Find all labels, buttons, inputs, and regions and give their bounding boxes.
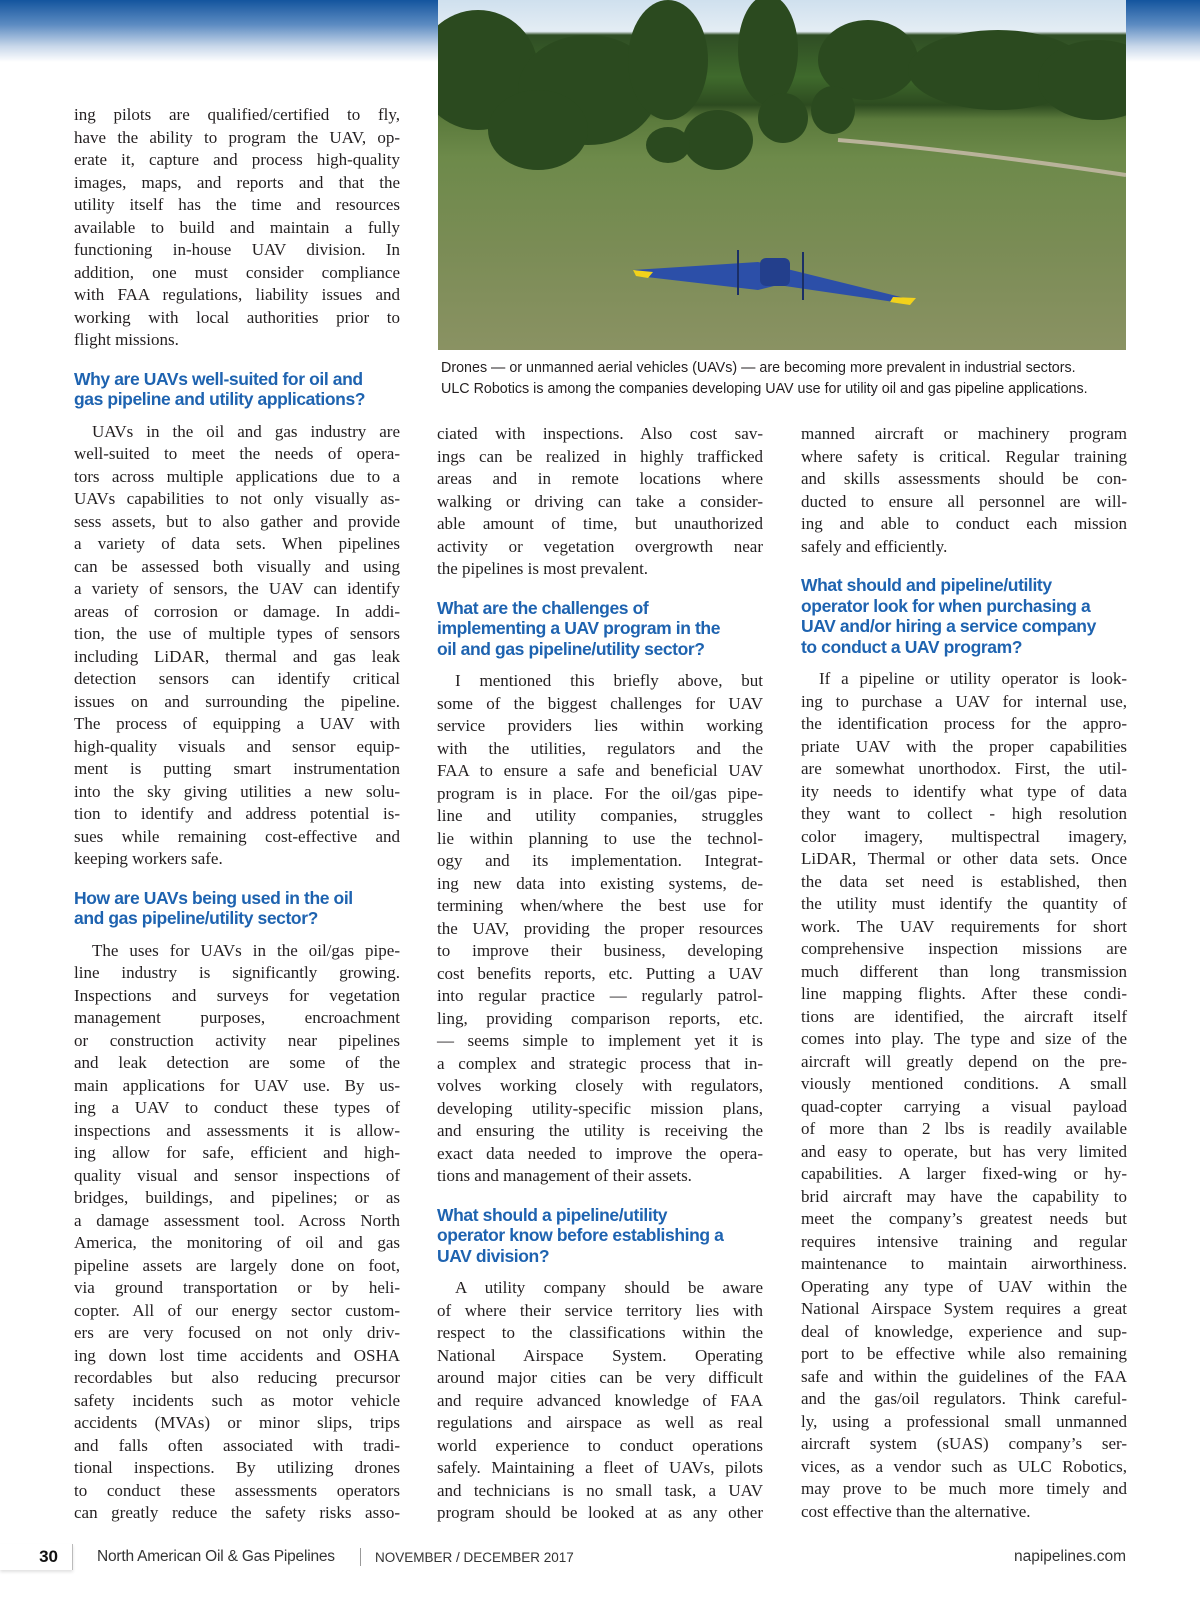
text-line: ing allow for safe, efficient and high- <box>74 1143 400 1162</box>
text-line: tion to identify and address potential is- <box>74 804 400 823</box>
text-line: erate it, capture and process high-quality <box>74 150 400 169</box>
paragraph <box>801 423 1127 558</box>
text-line: safe and within the guidelines of the FAA <box>801 1366 1127 1386</box>
text-line: National Airspace System. Operating <box>437 1345 763 1365</box>
text-line: working with local authorities prior to <box>74 307 400 327</box>
text-line: port to be effective while also remaining <box>801 1344 1127 1363</box>
paragraph <box>74 421 400 871</box>
text-line: areas of corrosion or damage. In addi- <box>74 601 400 621</box>
text-line: developing utility-specific mission plans, <box>437 1098 763 1118</box>
text-line: high-quality visuals and sensor equip- <box>74 736 400 756</box>
text-line: to improve their business, developing <box>437 941 763 960</box>
text-line: of more than 2 lbs is readily available <box>801 1119 1127 1138</box>
text-line: — seems simple to implement yet it is <box>437 1031 763 1050</box>
text-line: ing and able to conduct each mission <box>801 514 1127 533</box>
drone-field-illustration <box>438 0 1126 350</box>
text-line: lie within planning to use the technol- <box>437 828 763 848</box>
text-line: copter. All of our energy sector custom- <box>74 1300 400 1320</box>
text-line: ity needs to identify what type of data <box>801 781 1127 801</box>
text-line: a variety of sensors, the UAV can identify <box>74 579 400 598</box>
paragraph <box>801 668 1127 1523</box>
page-footer <box>0 1544 1200 1572</box>
text-line: inspections and assessments it is allow- <box>74 1120 400 1140</box>
text-line: and easy to operate, but has very limited <box>801 1141 1127 1161</box>
text-line: ing pilots are qualified/certified to fly, <box>74 105 400 124</box>
heading-line: What are the challenges of <box>437 597 649 618</box>
text-line: ing down lost time accidents and OSHA <box>74 1345 400 1365</box>
text-line: and the gas/oil regulators. Think careful- <box>801 1389 1127 1408</box>
text-line: a damage assessment tool. Across North <box>74 1210 400 1230</box>
text-line: have the ability to program the UAV, op- <box>74 127 400 147</box>
text-line: able amount of time, but unauthorized <box>437 514 763 533</box>
header-gradient-band-left <box>0 0 438 62</box>
text-line: ment is putting smart instrumentation <box>74 759 400 778</box>
text-line: service providers lies within working <box>437 716 763 735</box>
text-line: line mapping flights. After these condi- <box>801 984 1127 1003</box>
text-line: ducted to ensure all personnel are will- <box>801 491 1127 511</box>
drone-photo <box>438 0 1126 350</box>
text-line: issues on and surrounding the pipeline. <box>74 691 400 711</box>
tree-line <box>438 0 1126 170</box>
text-line: ers are very focused on not only driv- <box>74 1323 400 1342</box>
footer-divider <box>360 1548 361 1566</box>
text-line: UAVs in the oil and gas industry are <box>92 421 400 441</box>
text-line: or construction activity near pipelines <box>74 1030 400 1050</box>
text-line: with FAA regulations, liability issues and <box>74 285 400 304</box>
caption-line: ULC Robotics is among the companies developing UAV use for utility oil and gas pipeline applications. <box>441 380 1088 397</box>
text-line: ly, using a professional small unmanned <box>801 1411 1127 1431</box>
heading-line: Why are UAVs well-suited for oil and <box>74 368 363 389</box>
text-line: and leak detection are some of the <box>74 1053 400 1072</box>
heading-line: operator look for when purchasing a <box>801 595 1091 616</box>
drone-icon <box>633 250 916 305</box>
text-line: recordables but also reducing precursor <box>74 1368 400 1387</box>
article-column-3 <box>801 423 1127 1523</box>
text-line: meet the company’s greatest needs but <box>801 1209 1127 1228</box>
text-line: including LiDAR, thermal and gas leak <box>74 646 400 666</box>
text-line: Operating any type of UAV within the <box>801 1276 1127 1296</box>
text-line: ogy and its implementation. Integrat- <box>437 851 763 870</box>
photo-caption <box>441 358 1141 399</box>
paragraph <box>437 423 763 581</box>
text-line: work. The UAV requirements for short <box>801 916 1127 936</box>
text-line: program is in place. For the oil/gas pipe- <box>437 783 763 803</box>
text-line: much different than long transmission <box>801 961 1127 981</box>
section-heading <box>74 888 400 929</box>
heading-line: What should and pipeline/utility <box>801 575 1052 595</box>
text-line: ing to purchase a UAV for internal use, <box>801 691 1127 711</box>
text-line: safety incidents such as motor vehicle <box>74 1390 400 1410</box>
text-line: well-suited to meet the needs of opera- <box>74 444 400 463</box>
text-line: volves working closely with regulators, <box>437 1076 763 1095</box>
text-line: cost effective than the alternative. <box>801 1501 1031 1521</box>
text-line: viously mentioned conditions. A small <box>801 1074 1127 1093</box>
text-line: and ensuring the utility is receiving the <box>437 1121 763 1140</box>
text-line: regulations and airspace as well as real <box>437 1413 763 1432</box>
text-line: pipeline assets are largely done on foot, <box>74 1255 400 1275</box>
text-line: ing new data into existing systems, de- <box>437 873 763 893</box>
text-line: tions and management of their assets. <box>437 1166 692 1185</box>
text-line: The uses for UAVs in the oil/gas pipe- <box>92 940 400 960</box>
text-line: via ground transportation or by heli- <box>74 1278 400 1297</box>
paragraph <box>437 670 763 1188</box>
text-line: world experience to conduct operations <box>437 1435 763 1455</box>
text-line: quality visual and sensor inspections of <box>74 1165 400 1185</box>
text-line: line industry is significantly growing. <box>74 963 400 982</box>
heading-line: UAV division? <box>437 1245 550 1266</box>
text-line: to conduct these assessments operators <box>74 1480 400 1500</box>
text-line: accidents (MVAs) or minor slips, trips <box>74 1413 400 1432</box>
text-line: line and utility companies, struggles <box>437 806 763 825</box>
text-line: FAA to ensure a safe and beneficial UAV <box>437 761 763 780</box>
text-line: can greatly reduce the safety risks asso- <box>74 1503 400 1522</box>
text-line: can be assessed both visually and using <box>74 556 400 576</box>
text-line: sues while remaining cost-effective and <box>74 826 400 846</box>
text-line: walking or driving can take a consider- <box>437 491 763 511</box>
heading-line: to conduct a UAV program? <box>801 636 1023 657</box>
text-line: safely. Maintaining a fleet of UAVs, pilots <box>437 1458 763 1477</box>
text-line: are somewhat unorthodox. First, the util- <box>801 759 1127 778</box>
caption-line: Drones — or unmanned aerial vehicles (UAVs) — are becoming more prevalent in industrial sectors. <box>441 360 1076 376</box>
text-line: aircraft system (sUAS) company’s ser- <box>801 1434 1127 1453</box>
text-line: they want to collect - high resolution <box>801 804 1127 823</box>
text-line: ing a UAV to conduct these types of <box>74 1098 400 1117</box>
text-line: may prove to be much more timely and <box>801 1479 1127 1498</box>
section-heading <box>74 369 400 410</box>
heading-line: gas pipeline and utility applications? <box>74 389 366 409</box>
text-line: Inspections and surveys for vegetation <box>74 985 400 1005</box>
text-line: exact data needed to improve the opera- <box>437 1143 763 1163</box>
text-line: the identification process for the appro- <box>801 714 1127 733</box>
paragraph <box>74 104 400 352</box>
text-line: a complex and strategic process that in- <box>437 1053 763 1073</box>
article-column-2 <box>437 423 763 1525</box>
text-line: comprehensive inspection missions are <box>801 939 1127 958</box>
text-line: utility itself has the time and resources <box>74 195 400 214</box>
website-link[interactable]: napipelines.com <box>1013 1548 1126 1565</box>
text-line: where safety is critical. Regular training <box>801 446 1127 466</box>
text-line: ings can be realized in highly trafficked <box>437 446 763 466</box>
text-line: activity or vegetation overgrowth near <box>437 536 763 556</box>
text-line: ciated with inspections. Also cost sav- <box>437 424 763 443</box>
text-line: the data set need is established, then <box>801 871 1127 891</box>
text-line: The process of equipping a UAV with <box>74 714 400 733</box>
article-column-1 <box>74 104 400 1525</box>
page-number-box <box>0 1544 73 1570</box>
text-line: available to build and maintain a fully <box>74 217 400 237</box>
heading-line: UAV and/or hiring a service company <box>801 616 1096 636</box>
heading-line: What should a pipeline/utility <box>437 1204 668 1225</box>
text-line: I mentioned this briefly above, but <box>455 671 763 690</box>
text-line: keeping workers safe. <box>74 849 223 868</box>
text-line: management purposes, encroachment <box>74 1008 400 1027</box>
text-line: the UAV, providing the proper resources <box>437 918 763 938</box>
text-line: color imagery, multispectral imagery, <box>801 826 1127 846</box>
text-line: ling, providing comparison reports, etc. <box>437 1008 763 1028</box>
text-line: tions are identified, the aircraft itself <box>801 1006 1127 1026</box>
section-heading <box>437 1205 763 1267</box>
text-line: with the utilities, regulators and the <box>437 738 763 758</box>
text-line: program should be looked at as any other <box>437 1503 763 1522</box>
text-line: bridges, buildings, and pipelines; or as <box>74 1188 400 1207</box>
heading-line: implementing a UAV program in the <box>437 618 721 638</box>
text-line: main applications for UAV use. By us- <box>74 1075 400 1095</box>
text-line: around major cities can be very difficult <box>437 1368 763 1387</box>
paragraph <box>74 940 400 1525</box>
text-line: UAVs capabilities to not only visually as- <box>74 489 400 508</box>
text-line: deal of knowledge, experience and sup- <box>801 1321 1127 1341</box>
text-line: respect to the classifications within the <box>437 1323 763 1342</box>
text-line: cost benefits reports, etc. Putting a UAV <box>437 963 763 983</box>
text-line: aircraft will greatly depend on the pre- <box>801 1051 1127 1071</box>
text-line: quad-copter carrying a visual payload <box>801 1096 1127 1116</box>
header-gradient-band-right <box>1126 0 1200 62</box>
text-line: comes into play. The type and size of the <box>801 1029 1127 1048</box>
text-line: If a pipeline or utility operator is look- <box>819 669 1127 688</box>
text-line: the utility must identify the quantity of <box>801 894 1127 913</box>
text-line: National Airspace System requires a great <box>801 1299 1127 1318</box>
heading-line: operator know before establishing a <box>437 1225 724 1245</box>
text-line: maintenance to maintain airworthiness. <box>801 1254 1127 1273</box>
text-line: flight missions. <box>74 330 179 349</box>
text-line: A utility company should be aware <box>455 1278 763 1297</box>
text-line: areas and in remote locations where <box>437 469 763 488</box>
text-line: and require advanced knowledge of FAA <box>437 1390 763 1410</box>
text-line: tional inspections. By utilizing drones <box>74 1458 400 1477</box>
text-line: sess assets, but to also gather and provide <box>74 511 400 531</box>
text-line: vices, as a vendor such as ULC Robotics, <box>801 1456 1127 1476</box>
text-line: manned aircraft or machinery program <box>801 424 1127 443</box>
text-line: and falls often associated with tradi- <box>74 1435 400 1455</box>
text-line: priate UAV with the proper capabilities <box>801 736 1127 756</box>
section-heading <box>437 598 763 660</box>
text-line: brid aircraft may have the capability to <box>801 1186 1127 1206</box>
text-line: into the sky giving utilities a new solu- <box>74 781 400 801</box>
text-line: some of the biggest challenges for UAV <box>437 693 763 713</box>
text-line: America, the monitoring of oil and gas <box>74 1233 400 1252</box>
text-line: safely and efficiently. <box>801 536 948 556</box>
issue-date: NOVEMBER / DECEMBER 2017 <box>375 1550 574 1565</box>
paragraph <box>437 1277 763 1525</box>
text-line: and skills assessments should be con- <box>801 469 1127 488</box>
text-line: requires intensive training and regular <box>801 1231 1127 1251</box>
heading-line: How are UAVs being used in the oil <box>74 887 353 908</box>
text-line: the pipelines is most prevalent. <box>437 559 649 578</box>
heading-line: and gas pipeline/utility sector? <box>74 908 318 928</box>
text-line: and technicians is no small task, a UAV <box>437 1480 763 1500</box>
text-line: a variety of data sets. When pipelines <box>74 534 400 553</box>
text-line: images, maps, and reports and that the <box>74 172 400 192</box>
dirt-path <box>838 140 1126 175</box>
text-line: addition, one must consider compliance <box>74 262 400 282</box>
text-line: capabilities. A larger fixed-wing or hy- <box>801 1164 1127 1183</box>
section-heading <box>801 575 1127 657</box>
text-line: into regular practice — regularly patrol- <box>437 986 763 1005</box>
text-line: of where their service territory lies with <box>437 1300 763 1320</box>
text-line: tion, the use of multiple types of sensors <box>74 624 400 643</box>
text-line: LiDAR, Thermal or other data sets. Once <box>801 849 1127 868</box>
text-line: tors across multiple applications due to a <box>74 466 400 486</box>
heading-line: oil and gas pipeline/utility sector? <box>437 638 705 659</box>
text-line: functioning in-house UAV division. In <box>74 240 400 259</box>
publication-name: North American Oil & Gas Pipelines <box>97 1548 335 1565</box>
page-number: 30 <box>39 1547 58 1566</box>
text-line: detection sensors can identify critical <box>74 669 400 688</box>
text-line: termining when/where the best use for <box>437 896 763 915</box>
